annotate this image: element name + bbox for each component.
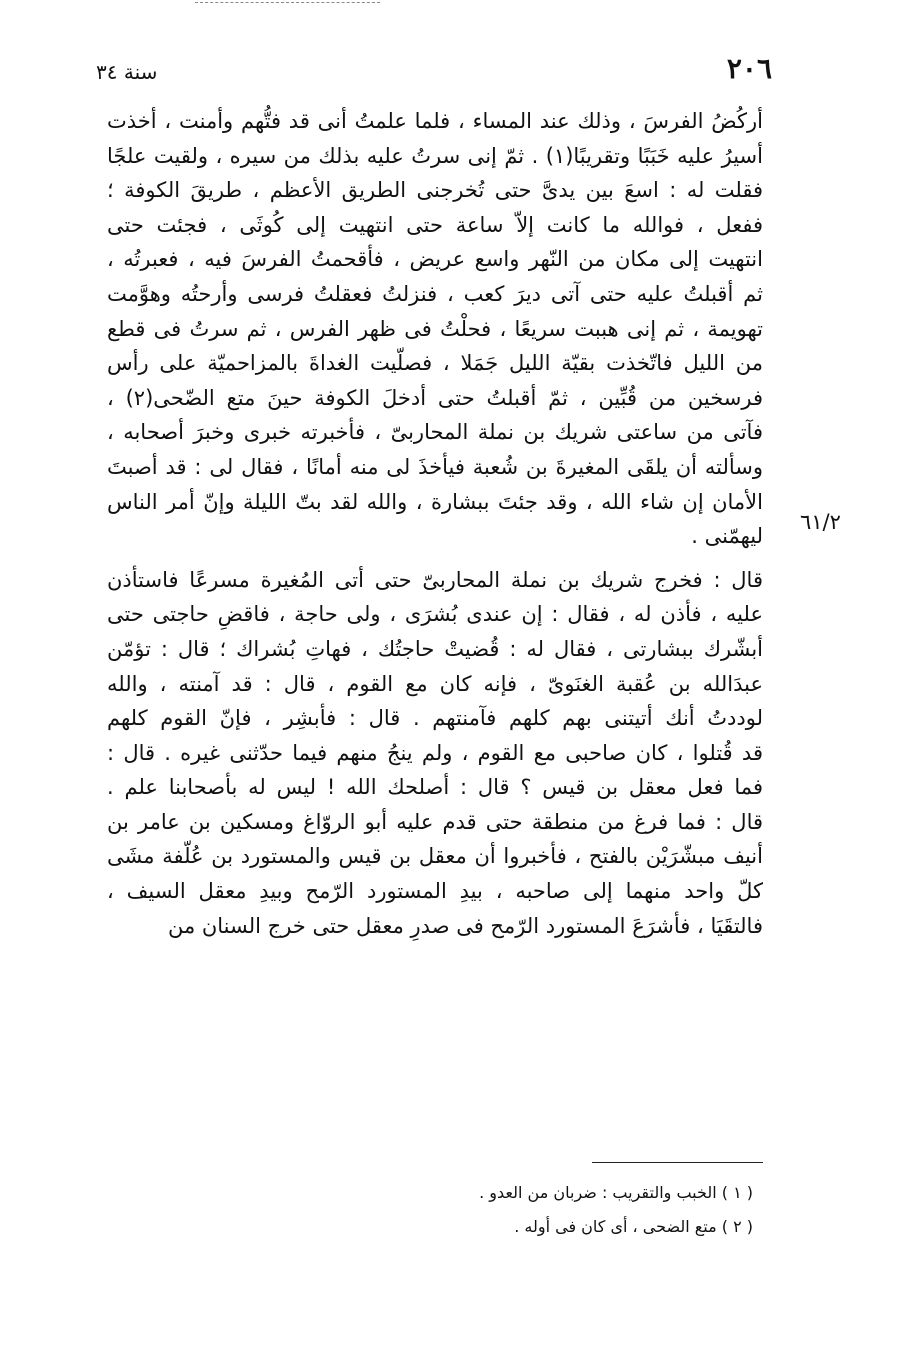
text-line: أنيف مبشّرَيْن بالفتح ، فأخبروا أن معقل بن قيس والمستورد بن عُلّفة مشَى <box>107 844 763 869</box>
text-line: الأمان إن شاء الله ، وقد جئتَ ببشارة ، والله لقد بتّ الليلة وإنّ أمر الناس <box>107 489 763 514</box>
text-line: قال : فخرج شريك بن نملة المحاربىّ حتى أتى المُغيرة مسرعًا فاستأذن <box>107 567 763 592</box>
body-text <box>107 104 763 943</box>
page-header <box>96 52 772 92</box>
text-line: لوددتُ أنك أتيتنى بهم كلهم فآمنتهم . قال : فأبشِر ، فإنّ القوم كلهم <box>107 706 763 731</box>
text-line: عليه ، فأذن له ، فقال : إن عندى بُشرَى ، ولى حاجة ، فاقضِ حاجتى حتى <box>107 602 763 627</box>
paragraph-gap <box>107 554 763 563</box>
text-line: فالتقَيَا ، فأشرَعَ المستورد الرّمح فى صدرِ معقل حتى خرج السنان من <box>167 913 763 938</box>
text-line: قال : فما فرغ من منطقة حتى قدم عليه أبو الروّاغ ومسكين بن عامر بن <box>107 809 763 834</box>
text-line: فما فعل معقل بن قيس ؟ قال : أصلحك الله ! ليس له بأصحابنا علم . <box>107 775 763 800</box>
text-line: فآتى من ساعتى شريك بن نملة المحاربىّ ، فأخبرته خبرى وخبرَ أصحابه ، <box>107 420 763 445</box>
year-heading: سنة ٣٤ <box>96 60 158 84</box>
text-line: أسيرُ عليه خَبَبًا وتقريبًا(١) . ثمّ إنى سرتُ عليه بذلك من سيره ، ولقيت علجًا <box>107 143 763 168</box>
scan-edge-mark <box>195 2 380 3</box>
footnote-2: ( ٢ ) متع الضحى ، أى كان فى أوله . <box>514 1217 753 1236</box>
footnote-1: ( ١ ) الخبب والتقريب : ضربان من العدو . <box>479 1183 753 1202</box>
text-line: عبدَالله بن عُقبة الغنَوىّ ، فإنه كان مع القوم ، قال : قد آمنته ، والله <box>107 671 763 696</box>
text-line: أركُضُ الفرسَ ، وذلك عند المساء ، فلما علمتُ أنى قد فتُّهم وأمنت ، أخذت <box>107 109 763 133</box>
text-line: من الليل فاتّخذت بقيّة الليل جَمَلا ، فصلّيت الغداةَ بالمزاحميّة على رأس <box>107 351 763 376</box>
footnotes <box>107 1176 753 1244</box>
text-line: ثم أقبلتُ عليه حتى آتى ديرَ كعب ، فنزلتُ فعقلتُ فرسى وأرحتُه وهوَّمت <box>107 281 763 306</box>
text-line: تهويمة ، ثم إنى هببت سريعًا ، فحلْتُ فى ظهر الفرس ، ثم سرتُ فى قطع <box>107 316 763 341</box>
page-number: ٢٠٦ <box>726 52 772 85</box>
text-line: ليهمّنى . <box>691 524 763 549</box>
margin-reference: ٦١/٢ <box>800 510 841 534</box>
text-line: فقلت له : اسعَ بين يدىَّ حتى تُخرجنى الطريق الأعظم ، طريقَ الكوفة ؛ <box>107 178 763 203</box>
text-line: انتهيت إلى مكان من النّهر واسع عريض ، فأقحمتُ الفرسَ فيه ، فعبرتُه ، <box>107 247 763 272</box>
text-line: أبشّرك ببشارتى ، فقال له : قُضيتْ حاجتُك ، فهاتِ بُشراك ؛ قال : تؤمّن <box>107 636 763 661</box>
text-line: كلّ واحد منهما إلى صاحبه ، بيدِ المستورد الرّمح وبيدِ معقل السيف ، <box>107 879 763 904</box>
text-line: وسألته أن يلقَى المغيرةَ بن شُعبة فيأخذَ لى منه أمانًا ، فقال لى : قد أصبتَ <box>107 454 763 479</box>
text-line: ففعل ، فوالله ما كانت إلاّ ساعة حتى انتهيت إلى كُوثَى ، فجئت حتى <box>107 212 763 237</box>
footnote-separator <box>592 1162 763 1163</box>
text-line: قد قُتلوا ، كان صاحبى مع القوم ، ولم ينجُ منهم فيما حدّثنى غيره . قال : <box>107 740 763 765</box>
text-line: فرسخين من قُبِّين ، ثمّ أقبلتُ حتى أدخلَ الكوفة حينَ متع الضّحى(٢) ، <box>107 385 763 410</box>
